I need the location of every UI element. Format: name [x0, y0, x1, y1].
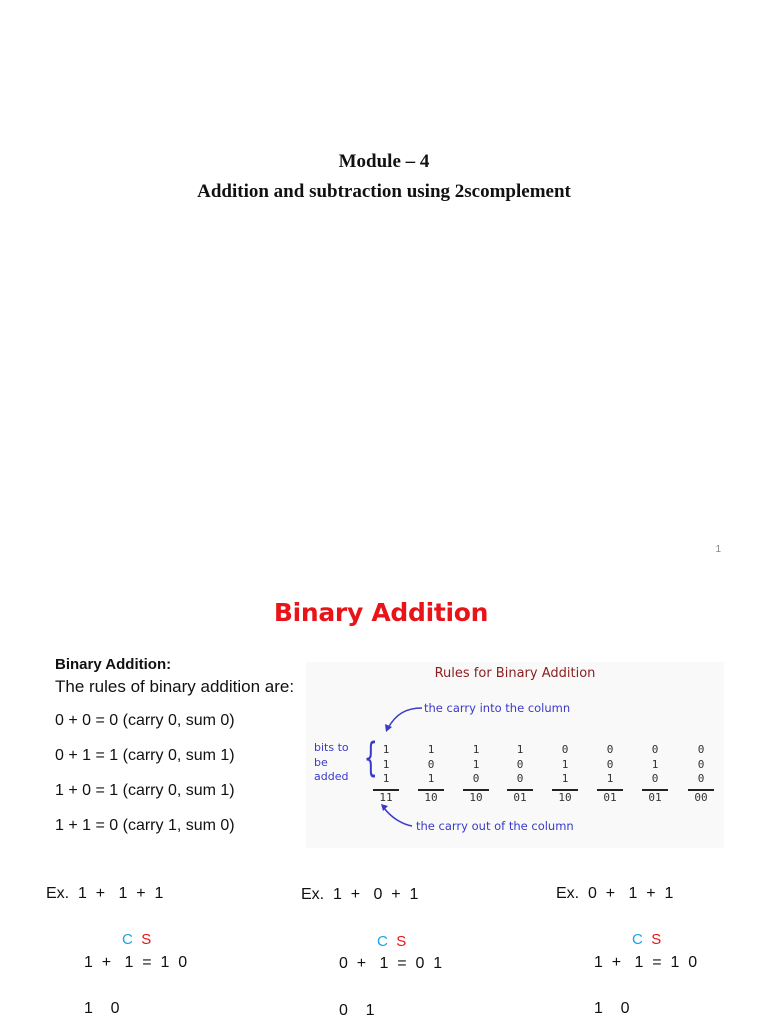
example-step: 1 + 1 = 1 0 — [84, 954, 188, 971]
carry-sum-header: C S — [632, 931, 662, 948]
rule-item: 0 + 1 = 1 (carry 0, sum 1) — [55, 747, 235, 764]
carry-sum-header: C S — [377, 933, 407, 950]
rules-intro: The rules of binary addition are: — [55, 677, 295, 696]
column: 1 1 1 11 — [373, 743, 399, 805]
column: 1 0 1 10 — [418, 743, 444, 805]
rule-item: 1 + 0 = 1 (carry 0, sum 1) — [55, 782, 235, 799]
bits-to-be-added-label: bits to be added — [314, 741, 349, 783]
page-number: 1 — [715, 544, 721, 555]
carry-sum-header: C S — [122, 931, 152, 948]
rule-item: 0 + 0 = 0 (carry 0, sum 0) — [55, 712, 235, 729]
example-label: Ex. 0 + 1 + 1 — [556, 885, 674, 902]
slide-2 — [0, 570, 768, 1024]
example-step: 1 + 1 = 1 0 — [594, 954, 698, 971]
slide-title: Binary Addition — [273, 598, 489, 627]
column: 0 0 1 01 — [597, 743, 623, 805]
carry-out-note: the carry out of the column — [416, 819, 574, 833]
example-result: 0 1 — [339, 1002, 375, 1019]
example-label: Ex. 1 + 1 + 1 — [46, 885, 164, 902]
binary-addition-rules-diagram — [306, 662, 724, 848]
module-subtitle: Addition and subtraction using 2scomplement — [197, 181, 571, 202]
column: 0 1 0 01 — [642, 743, 668, 805]
carry-into-note: the carry into the column — [424, 701, 571, 715]
diagram-title: Rules for Binary Addition — [434, 666, 596, 681]
column: 0 0 0 00 — [688, 743, 714, 805]
column: 0 1 1 10 — [552, 743, 578, 805]
example-step: 0 + 1 = 0 1 — [339, 955, 443, 972]
rules-heading: Binary Addition: — [55, 656, 172, 673]
example-result: 1 0 — [594, 1000, 630, 1017]
rule-item: 1 + 1 = 0 (carry 1, sum 0) — [55, 817, 235, 834]
column: 1 1 0 10 — [463, 743, 489, 805]
module-title: Module – 4 — [338, 151, 430, 172]
example-result: 1 0 — [84, 1000, 120, 1017]
example-label: Ex. 1 + 0 + 1 — [301, 886, 419, 903]
column: 1 0 0 01 — [507, 743, 533, 805]
brace-icon: { — [363, 735, 378, 781]
